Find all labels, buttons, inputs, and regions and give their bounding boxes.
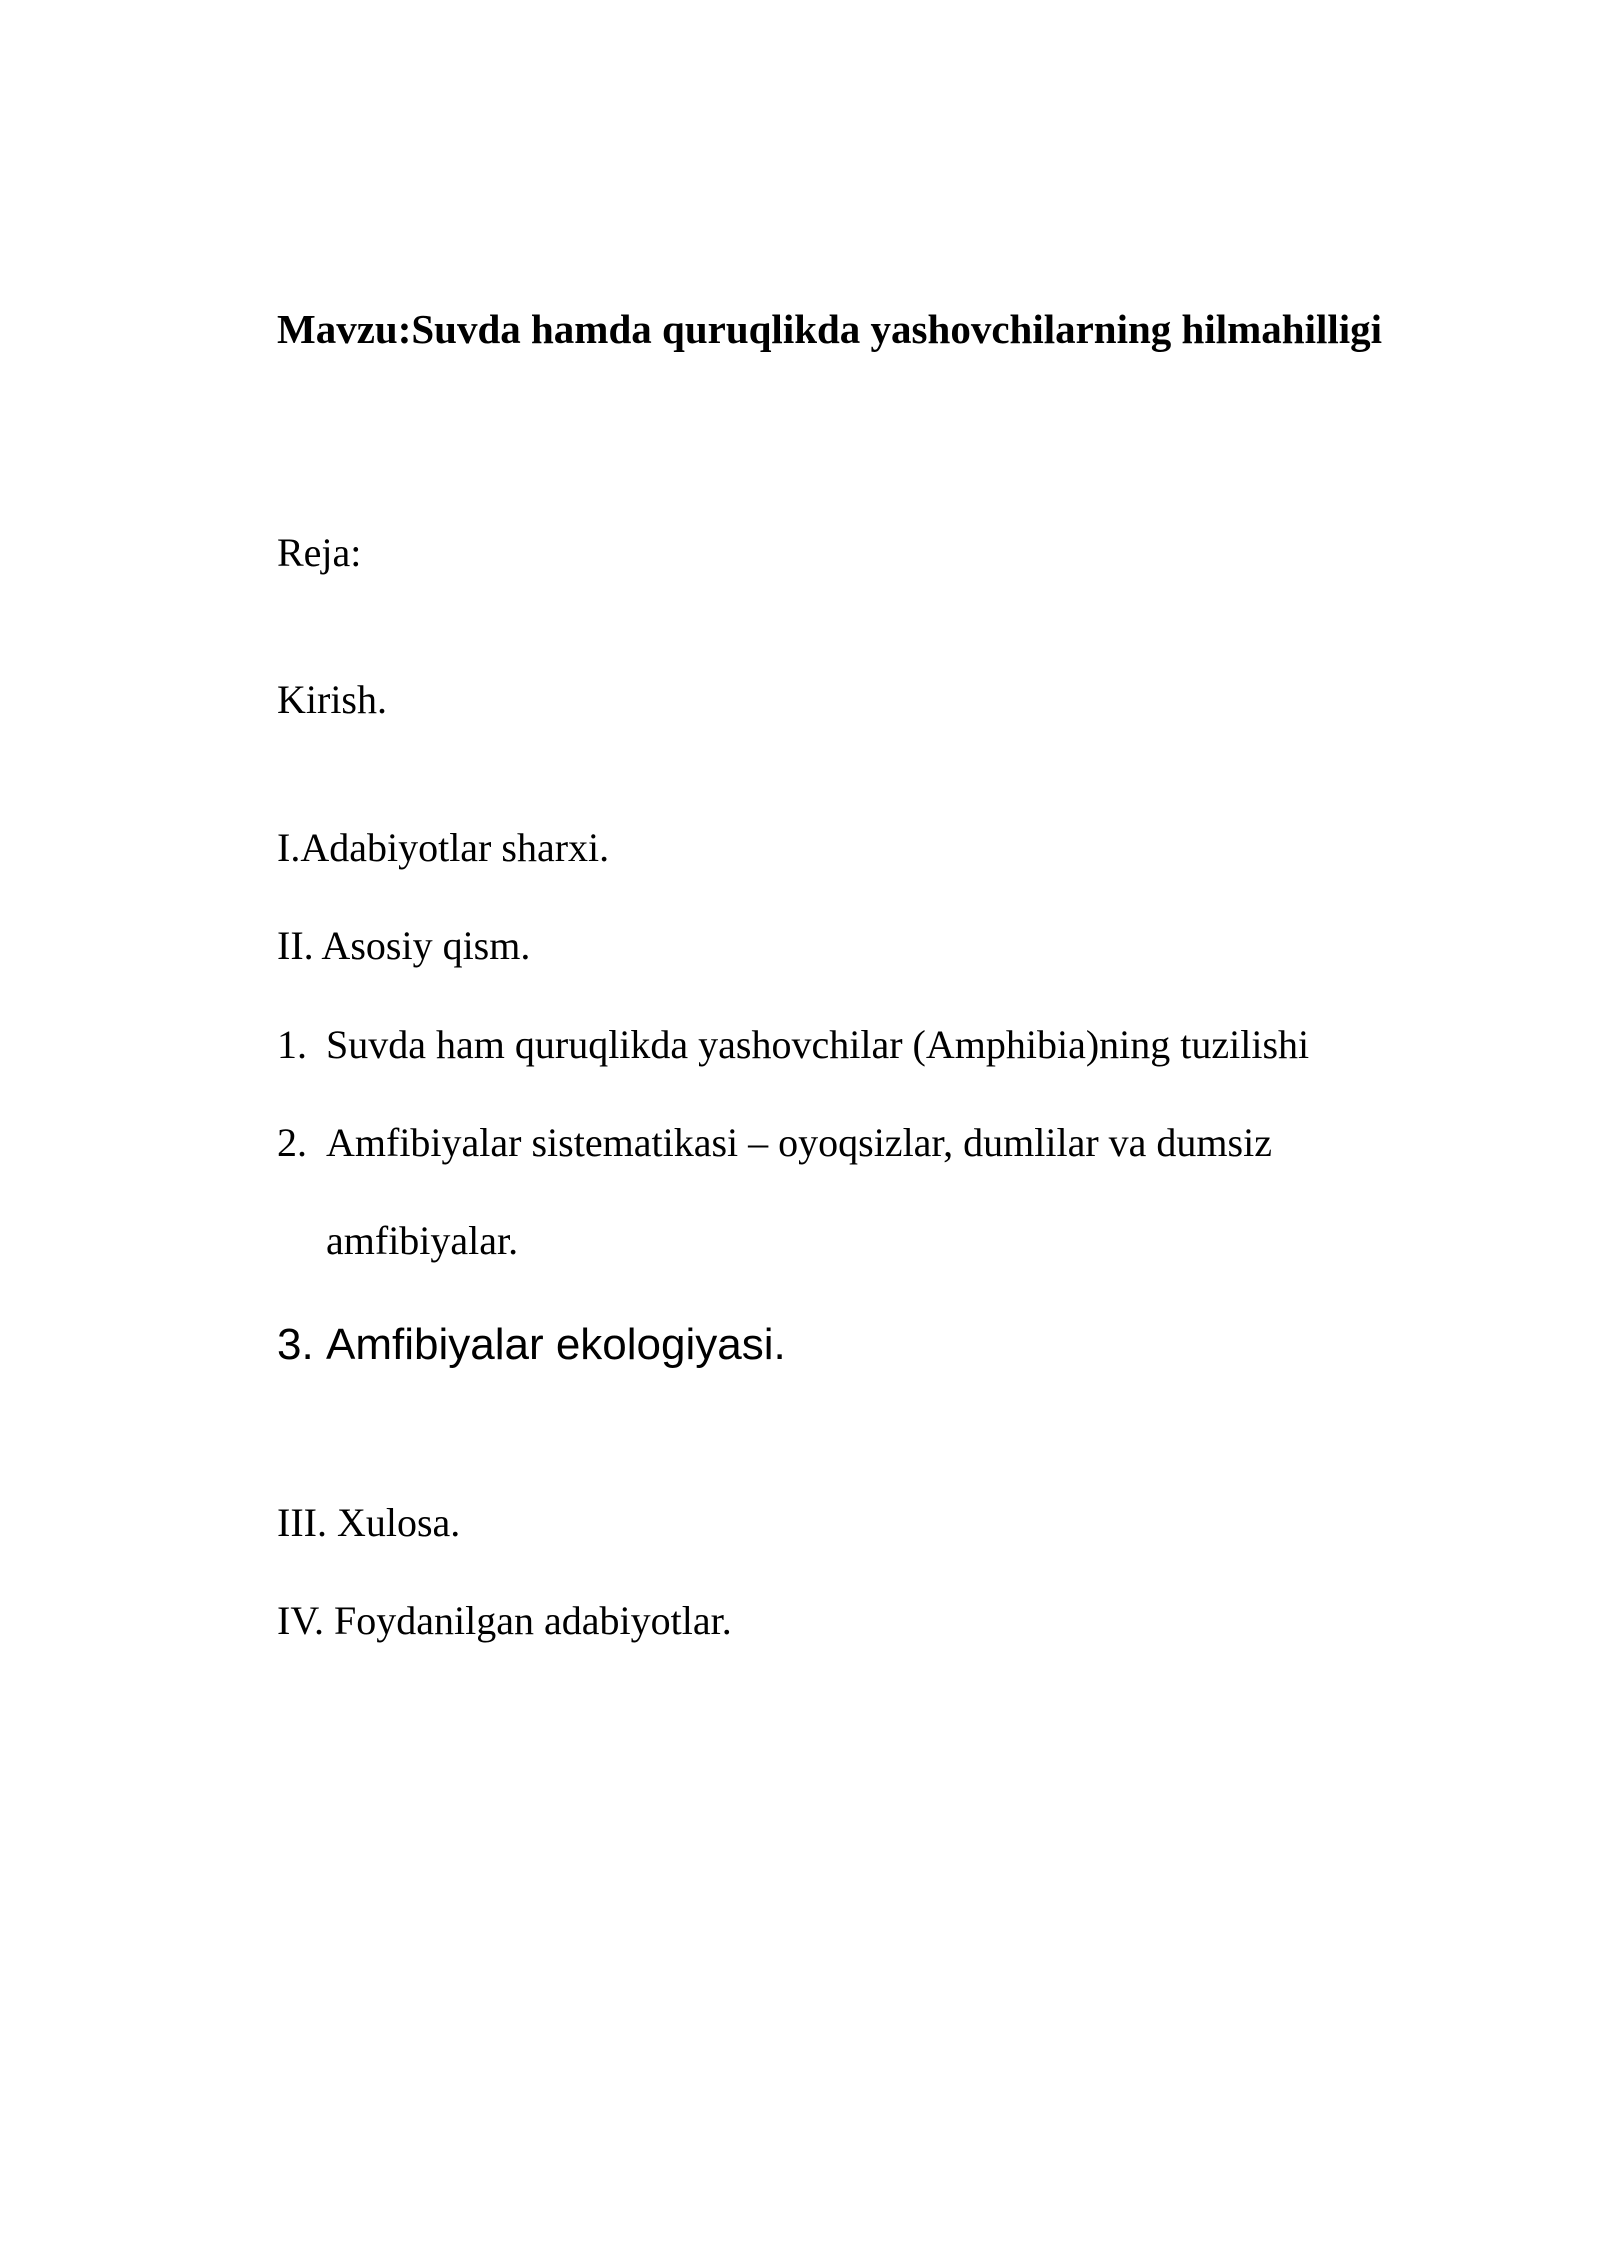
list-item-text: Suvda ham quruqlikda yashovchilar (Amphibia)ning tuzilishi — [326, 1022, 1310, 1067]
list-item-number: 2. — [277, 1120, 307, 1165]
section-references: IV. Foydanilgan adabiyotlar. — [277, 1598, 732, 1643]
document-title: Mavzu:Suvda hamda quruqlikda yashovchilarning hilmahilligi — [277, 306, 1383, 352]
introduction-item: Kirish. — [277, 677, 387, 722]
list-item-number: 1. — [277, 1022, 307, 1067]
plan-heading: Reja: — [277, 530, 362, 575]
list-item-continuation: amfibiyalar. — [326, 1218, 519, 1263]
section-conclusion: III. Xulosa. — [277, 1500, 461, 1545]
list-item — [277, 1022, 1309, 1068]
list-item — [277, 1120, 1272, 1166]
list-item-number: 3. — [277, 1320, 314, 1369]
section-literature-review: I.Adabiyotlar sharxi. — [277, 825, 610, 870]
list-item-text: Amfibiyalar sistematikasi – oyoqsizlar, dumlilar va dumsiz — [326, 1120, 1272, 1165]
section-main-part: II. Asosiy qism. — [277, 923, 531, 968]
list-item-text: Amfibiyalar ekologiyasi. — [326, 1320, 786, 1369]
list-item — [277, 1320, 786, 1370]
